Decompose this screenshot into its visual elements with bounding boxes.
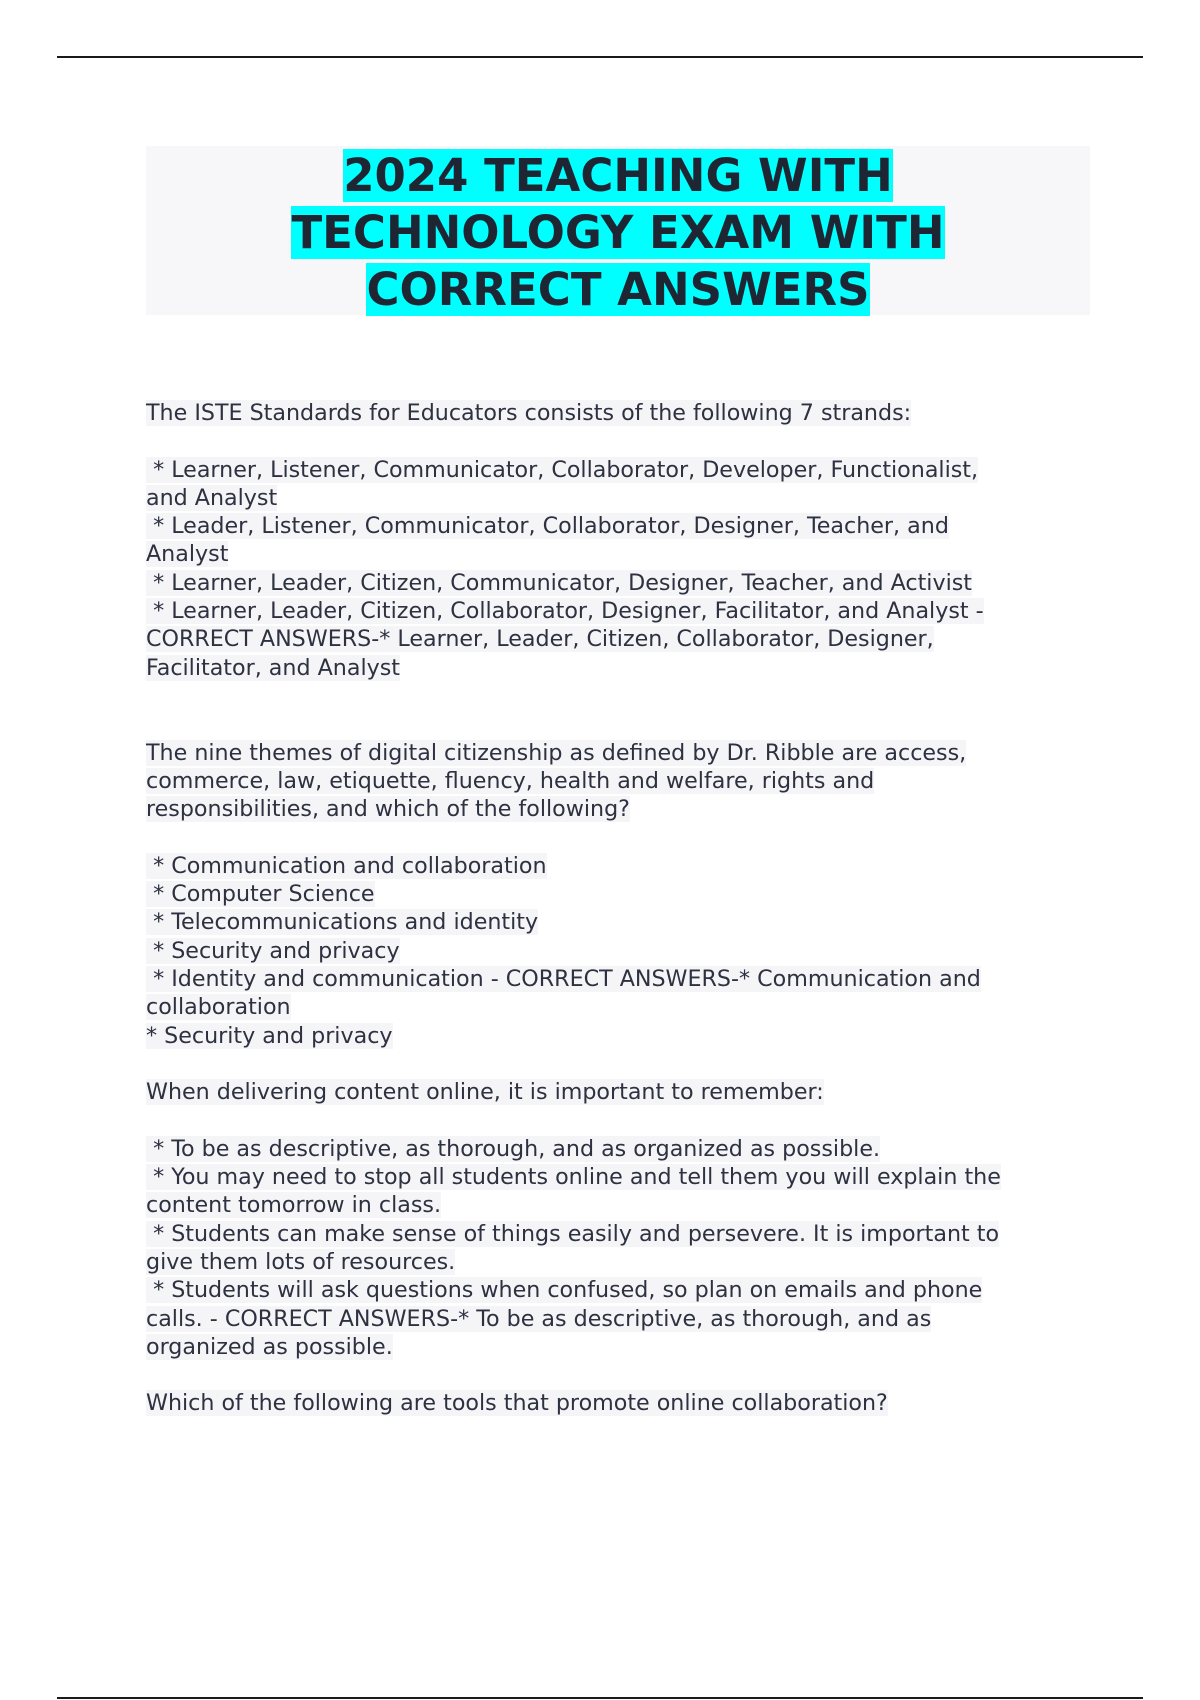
- top-rule: [57, 56, 1143, 58]
- question-2-prompt: The nine themes of digital citizenship as defined by Dr. Ribble are access, commerce, law, etiquette, fluency, health and welfare, rights and responsibilities, and which of the following?: [146, 739, 967, 823]
- title-highlight: 2024 TEACHING WITH TECHNOLOGY EXAM WITH CORRECT ANSWERS: [291, 149, 945, 316]
- question-1-options: * Learner, Listener, Communicator, Collaborator, Developer, Functionalist, and Analyst * Leader, Listener, Communicator, Collaborator, Designer, Teacher, and Analyst * Learner, Leader, Citizen, Communicator, Designer, Teacher, and Activist * Learner, Leader, Citizen, Collaborator, Designer, Facilitator, and Analyst - CORRECT ANSWERS-* Learner, Leader, Citizen, Collaborator, Designer, Facilitator, and Analyst: [146, 456, 984, 681]
- document-title: [146, 146, 1090, 318]
- question-1-prompt: The ISTE Standards for Educators consists of the following 7 strands:: [146, 400, 912, 426]
- document-body: [146, 399, 1091, 1418]
- title-box: [146, 146, 1090, 315]
- question-3-options: * To be as descriptive, as thorough, and as organized as possible. * You may need to stop all students online and tell them you will explain the content tomorrow in class. * Students can make sense of things easily and persevere. It is important to give them lots of resources. * Students will ask questions when confused, so plan on emails and phone calls. - CORRECT ANSWERS-* To be as descriptive, as thorough, and as organized as possible.: [146, 1135, 1001, 1360]
- question-4-prompt: Which of the following are tools that promote online collaboration?: [146, 1390, 888, 1417]
- bottom-rule: [57, 1697, 1143, 1699]
- question-3-prompt: When delivering content online, it is important to remember:: [146, 1079, 824, 1106]
- question-2-options: * Communication and collaboration * Computer Science * Telecommunications and identity * Security and privacy * Identity and communication - CORRECT ANSWERS-* Communication and collaboration * Security and privacy: [146, 852, 981, 1049]
